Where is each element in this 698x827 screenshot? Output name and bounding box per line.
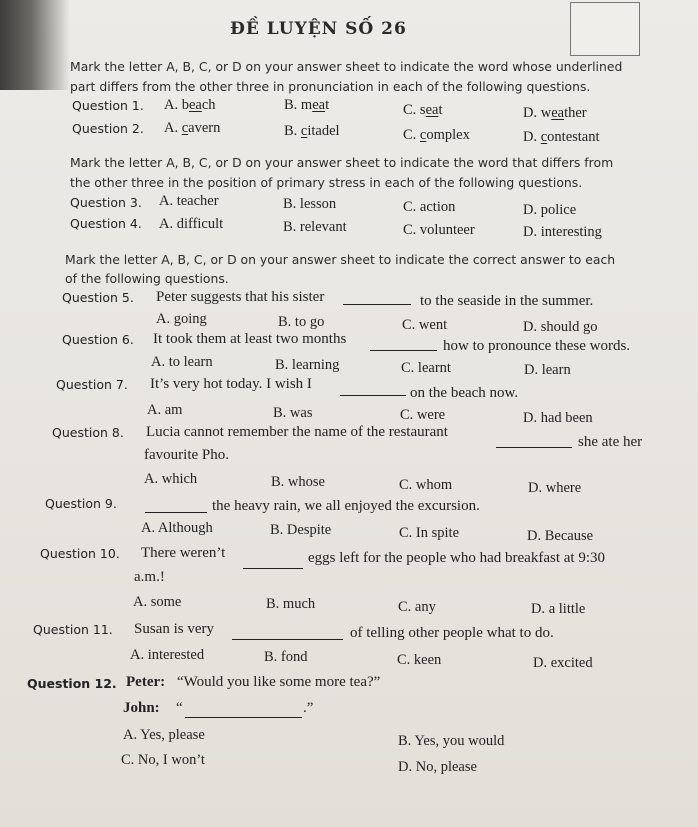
q7-option-b: B. was bbox=[273, 405, 313, 421]
q12-peter-line: “Would you like some more tea?” bbox=[177, 674, 381, 690]
question-8-label: Question 8. bbox=[52, 425, 124, 440]
q1-option-b: B. meat bbox=[284, 97, 330, 113]
q9-option-b: B. Despite bbox=[270, 522, 332, 538]
q7-text-before: It’s very hot today. I wish I bbox=[150, 376, 312, 392]
question-2-label: Question 2. bbox=[72, 121, 144, 136]
q1-option-d: D. weather bbox=[523, 105, 587, 121]
question-3-label: Question 3. bbox=[70, 195, 142, 210]
q9-text-after: the heavy rain, we all enjoyed the excursion. bbox=[212, 498, 480, 514]
q8-text-before: Lucia cannot remember the name of the restaurant bbox=[146, 424, 448, 440]
q4-option-d: D. interesting bbox=[523, 224, 602, 240]
q10-option-d: D. a little bbox=[531, 601, 586, 617]
q6-option-d: D. learn bbox=[524, 362, 571, 378]
q9-blank bbox=[145, 512, 207, 513]
q3-option-b: B. lesson bbox=[283, 196, 337, 212]
q11-option-a: A. interested bbox=[130, 647, 205, 663]
question-7-label: Question 7. bbox=[56, 377, 128, 392]
q10-text-after: eggs left for the people who had breakfast at 9:30 bbox=[308, 550, 605, 566]
q6-option-c: C. learnt bbox=[401, 360, 451, 376]
q10-option-b: B. much bbox=[266, 596, 316, 612]
q10-option-c: C. any bbox=[398, 599, 436, 615]
q12-option-b: B. Yes, you would bbox=[398, 733, 505, 749]
q12-speaker-john: John: bbox=[123, 700, 160, 716]
q12-open-quote: “ bbox=[176, 700, 183, 716]
section3-instruction-line2: of the following questions. bbox=[65, 271, 229, 286]
q5-option-a: A. going bbox=[156, 311, 207, 327]
question-9-label: Question 9. bbox=[45, 496, 117, 511]
q7-blank bbox=[340, 395, 406, 396]
q11-blank bbox=[232, 639, 343, 640]
q11-option-c: C. keen bbox=[397, 652, 442, 668]
q2-option-d: D. contestant bbox=[523, 129, 600, 145]
q7-option-d: D. had been bbox=[523, 410, 593, 426]
q11-text-after: of telling other people what to do. bbox=[350, 625, 554, 641]
q12-speaker-peter: Peter: bbox=[126, 674, 166, 690]
q1-option-c: C. seat bbox=[403, 102, 443, 118]
q9-option-a: A. Although bbox=[141, 520, 213, 536]
question-4-label: Question 4. bbox=[70, 216, 142, 231]
q7-option-a: A. am bbox=[147, 402, 183, 418]
q4-option-b: B. relevant bbox=[283, 219, 347, 235]
q5-text-before: Peter suggests that his sister bbox=[156, 289, 325, 305]
q3-option-c: C. action bbox=[403, 199, 456, 215]
q5-option-c: C. went bbox=[402, 317, 448, 333]
question-5-label: Question 5. bbox=[62, 290, 134, 305]
q8-option-a: A. which bbox=[144, 471, 198, 487]
q3-option-a: A. teacher bbox=[159, 193, 219, 209]
question-6-label: Question 6. bbox=[62, 332, 134, 347]
q6-blank bbox=[370, 350, 437, 351]
section3-instruction-line1: Mark the letter A, B, C, or D on your answer sheet to indicate the correct answer to each bbox=[65, 252, 616, 267]
q6-text-before: It took them at least two months bbox=[153, 331, 347, 347]
q8-text-after: she ate her bbox=[578, 434, 643, 450]
q11-option-b: B. fond bbox=[264, 649, 308, 665]
q8-option-c: C. whom bbox=[399, 477, 453, 493]
q8-option-b: B. whose bbox=[271, 474, 325, 490]
section2-instruction-line1: Mark the letter A, B, C, or D on your answer sheet to indicate the word that differs from bbox=[70, 155, 614, 170]
q12-option-a: A. Yes, please bbox=[123, 727, 205, 743]
q12-close-quote: .” bbox=[303, 700, 314, 716]
q12-option-c: C. No, I won’t bbox=[121, 752, 205, 768]
question-11-label: Question 11. bbox=[33, 622, 113, 637]
q5-text-after: to the seaside in the summer. bbox=[420, 293, 594, 309]
question-12-label: Question 12. bbox=[27, 676, 117, 691]
book-spine-shadow bbox=[0, 0, 70, 90]
q4-option-a: A. difficult bbox=[159, 216, 224, 232]
q6-option-a: A. to learn bbox=[151, 354, 213, 370]
q12-blank bbox=[185, 717, 302, 718]
section2-instruction-line2: the other three in the position of primary stress in each of the following questions. bbox=[70, 175, 583, 190]
q1-option-a: A. beach bbox=[164, 97, 216, 113]
q11-option-d: D. excited bbox=[533, 655, 593, 671]
q7-option-c: C. were bbox=[400, 407, 446, 423]
q3-option-d: D. police bbox=[523, 202, 577, 218]
q10-option-a: A. some bbox=[133, 594, 182, 610]
question-1-label: Question 1. bbox=[72, 98, 144, 113]
q4-option-c: C. volunteer bbox=[403, 222, 475, 238]
q5-option-d: D. should go bbox=[523, 319, 598, 335]
q2-option-c: C. complex bbox=[403, 127, 470, 143]
q5-blank bbox=[343, 304, 411, 305]
q9-option-d: D. Because bbox=[527, 528, 594, 544]
q10-blank bbox=[243, 568, 303, 569]
q5-option-b: B. to go bbox=[278, 314, 325, 330]
q8-option-d: D. where bbox=[528, 480, 582, 496]
score-box bbox=[570, 2, 640, 56]
q2-option-a: A. cavern bbox=[164, 120, 221, 136]
q2-option-b: B. citadel bbox=[284, 123, 340, 139]
q9-option-c: C. In spite bbox=[399, 525, 460, 541]
q6-text-after: how to pronounce these words. bbox=[443, 338, 631, 354]
q10-text-before: There weren’t bbox=[141, 545, 226, 561]
section1-instruction-line1: Mark the letter A, B, C, or D on your answer sheet to indicate the word whose underlined bbox=[70, 59, 623, 74]
q8-text-line2: favourite Pho. bbox=[144, 447, 229, 463]
q11-text-before: Susan is very bbox=[134, 621, 214, 637]
page-title: ĐỀ LUYỆN SỐ 26 bbox=[230, 19, 407, 39]
q12-option-d: D. No, please bbox=[398, 759, 477, 775]
q8-blank bbox=[496, 447, 572, 448]
q7-text-after: on the beach now. bbox=[410, 385, 519, 401]
question-10-label: Question 10. bbox=[40, 546, 120, 561]
q6-option-b: B. learning bbox=[275, 357, 340, 373]
q10-text-line2: a.m.! bbox=[134, 569, 165, 585]
section1-instruction-line2: part differs from the other three in pronunciation in each of the following questions. bbox=[70, 79, 591, 94]
